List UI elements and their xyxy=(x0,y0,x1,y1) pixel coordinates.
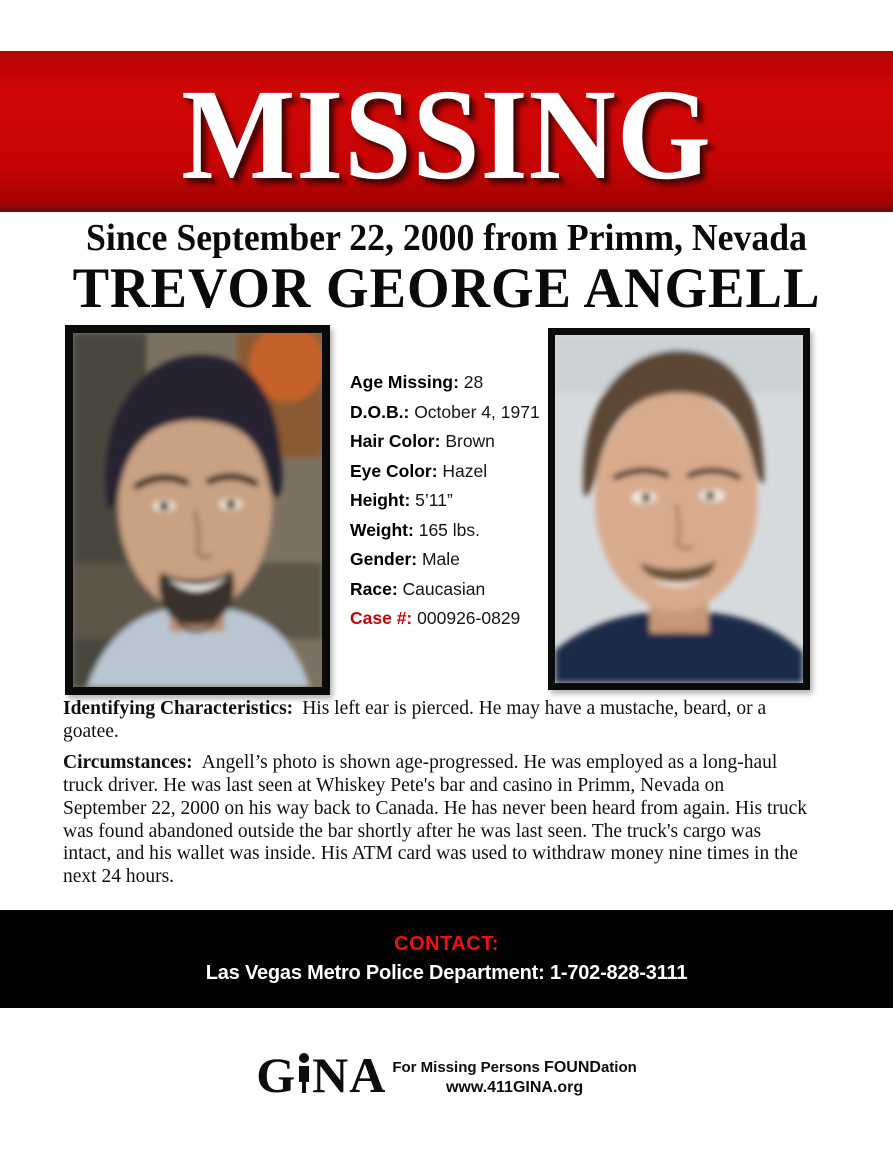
gina-tagline: For Missing Persons FOUNDation xyxy=(392,1059,637,1076)
contact-bar xyxy=(0,910,893,1008)
missing-since-subtitle: Since September 22, 2000 from Primm, Nevada xyxy=(86,217,807,259)
age-progressed-photo xyxy=(548,328,810,690)
detail-row-gender: Gender: Male xyxy=(350,549,460,569)
banner-title: MISSING xyxy=(181,63,712,207)
person-icon xyxy=(297,1053,311,1093)
detail-row-case-number: Case #: 000926-0829 xyxy=(350,608,521,628)
person-name: TREVOR GEORGE ANGELL xyxy=(72,257,821,320)
gina-logo xyxy=(0,1047,893,1103)
circumstances-label: Circumstances: xyxy=(63,752,193,774)
missing-banner xyxy=(0,51,893,212)
original-photo-image xyxy=(73,333,322,687)
original-photo xyxy=(65,325,330,695)
detail-row-age: Age Missing: 28 xyxy=(350,372,484,392)
detail-row-hair: Hair Color: Brown xyxy=(350,431,495,451)
contact-label: CONTACT: xyxy=(394,933,499,955)
circumstances xyxy=(63,752,811,888)
gina-website: www.411GINA.org xyxy=(445,1079,584,1096)
contact-info: Las Vegas Metro Police Department: 1-702-828-3111 xyxy=(205,962,688,984)
detail-row-race: Race: Caucasian xyxy=(350,578,486,599)
detail-row-eye: Eye Color: Hazel xyxy=(350,460,488,481)
gina-logotype: G NA xyxy=(256,1047,387,1103)
description-section xyxy=(63,698,811,898)
circumstances-text: Angell’s photo is shown age-progressed. He was employed as a long-haul truck driver. He was last seen at Whiskey Pete's bar and casino in Primm, Nevada on September 22, 2000 on his way back to Canada. He has never been heard from again. His truck was found abandoned outside the bar shortly after he was last seen. The truck's cargo was intact, and his wallet was inside. His ATM card was used to withdraw money nine times in the next 24 hours. xyxy=(63,752,808,887)
details-list xyxy=(350,371,550,637)
detail-row-height: Height: 5’11” xyxy=(350,490,453,510)
identifying-characteristics-label: Identifying Characteristics: xyxy=(63,698,294,719)
detail-row-dob: D.O.B.: October 4, 1971 xyxy=(350,401,540,422)
detail-row-weight: Weight: 165 lbs. xyxy=(350,519,481,540)
age-progressed-photo-image xyxy=(555,335,803,683)
identifying-characteristics-text: His left ear is pierced. He may have a mustache, beard, or a goatee. xyxy=(63,698,767,742)
gina-text-block xyxy=(392,1050,636,1097)
identifying-characteristics xyxy=(63,698,811,743)
